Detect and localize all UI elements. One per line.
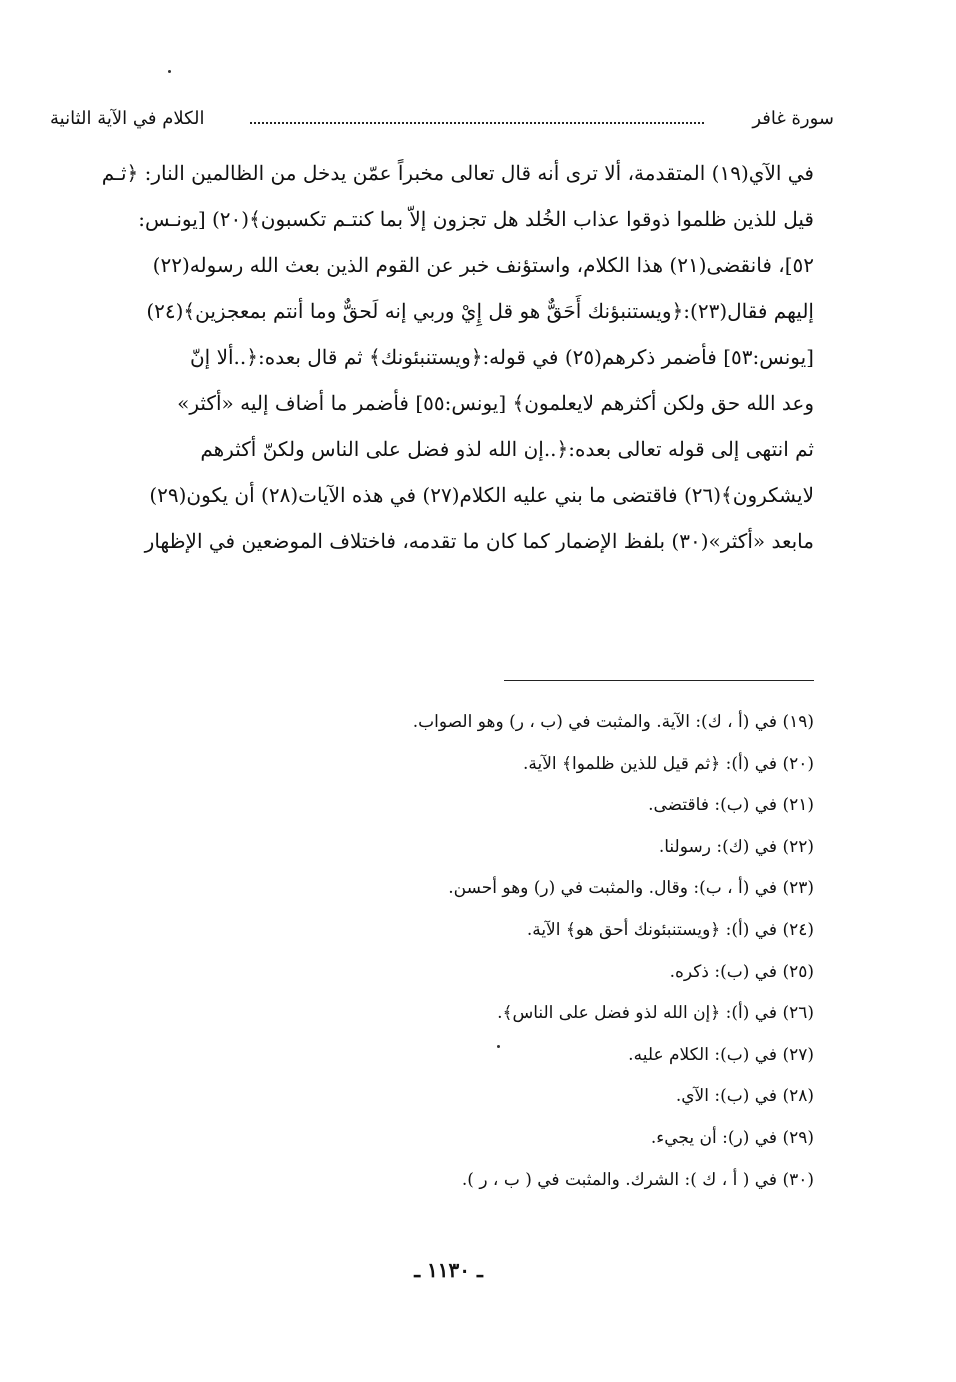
header-dot-leader <box>250 122 704 124</box>
scan-speck <box>168 70 171 73</box>
main-text <box>44 150 814 564</box>
footnote-item: (٢٦) في (أ): ﴿إن الله لذو فضل على الناس﴾. <box>497 1003 814 1024</box>
text-line: إليهم فقال(٢٣):﴿ويستنبؤنك أَحَقٌّ هو قل إِيْ وربي إنه لَحقٌّ وما أنتم بمعجزين﴾(٢٤) <box>146 299 814 323</box>
scan-speck <box>497 1045 500 1048</box>
footnotes <box>44 702 814 1201</box>
text-line: ثم انتهى إلى قوله تعالى بعده:﴿..إن الله لذو فضل على الناس ولكنّ أكثرهم <box>200 437 814 461</box>
footnote-item: (٢٤) في (أ): ﴿ويستنبئونك أحق هو﴾ الآية. <box>526 919 814 940</box>
footnote-item: (٢٠) في (أ): ﴿ثم قيل للذين ظلموا﴾ الآية. <box>522 753 814 774</box>
footnote-item: (٢١) في (ب): فاقتضى. <box>648 795 814 816</box>
page-number: ـ ١١٣٠ ـ <box>414 1258 483 1282</box>
surah-title: سورة غافر <box>752 108 834 129</box>
running-header <box>50 102 834 136</box>
text-line: وعد الله حق ولكن أكثرهم لايعلمون﴾ [يونس:٥٥] فأضمر ما أضاف إليه «أكثر» <box>177 391 814 415</box>
text-line: في الآي(١٩) المتقدمة، ألا ترى أنه قال تعالى مخبراً عمّن يدخل من الظالمين النار: ﴿ثـم <box>101 161 814 185</box>
text-line: ٥٢]، فانقضى(٢١) هذا الكلام، واستؤنف خبر عن القوم الذين بعث الله رسوله(٢٢) <box>152 253 814 277</box>
footnote-item: (٢٢) في (ك): رسولنا. <box>658 836 814 857</box>
section-title: الكلام في الآية الثانية <box>50 108 205 129</box>
text-line: قيل للذين ظلموا ذوقوا عذاب الخُلد هل تجزون إلاّ بما كنتـم تكسبون﴾(٢٠) [يونـس: <box>138 207 814 231</box>
footnote-item: (٢٧) في (ب): الكلام عليه. <box>628 1044 814 1065</box>
footnote-item: (٢٥) في (ب): ذكره. <box>669 961 814 982</box>
text-line: مابعد «أكثر»(٣٠) بلفظ الإضمار كما كان ما تقدمه، فاختلاف الموضعين في الإظهار <box>144 529 814 553</box>
footnote-item: (٢٩) في (ر): أن يجيء. <box>650 1127 814 1148</box>
footnote-item: (٣٠) في ( أ ، ك ): الشرك. والمثبت في ( ب ، ر ). <box>461 1169 814 1190</box>
text-line: [يونس:٥٣] فأضمر ذكرهم(٢٥) في قوله:﴿ويستنبئونك﴾ ثم قال بعده:﴿..ألا إنّ <box>189 345 814 369</box>
text-line: لايشكرون﴾(٢٦) فاقتضى ما بني عليه الكلام(٢٧) في هذه الآيات(٢٨) أن يكون(٢٩) <box>149 483 814 507</box>
footnote-divider <box>504 680 814 681</box>
footnote-item: (٢٣) في (أ ، ب): وقال. والمثبت في (ر) وهو أحسن. <box>448 878 814 899</box>
footnote-item: (١٩) في (أ ، ك): الآية. والمثبت في (ب ، ر) وهو الصواب. <box>412 712 814 732</box>
footnote-item: (٢٨) في (ب): الآي. <box>675 1086 814 1107</box>
